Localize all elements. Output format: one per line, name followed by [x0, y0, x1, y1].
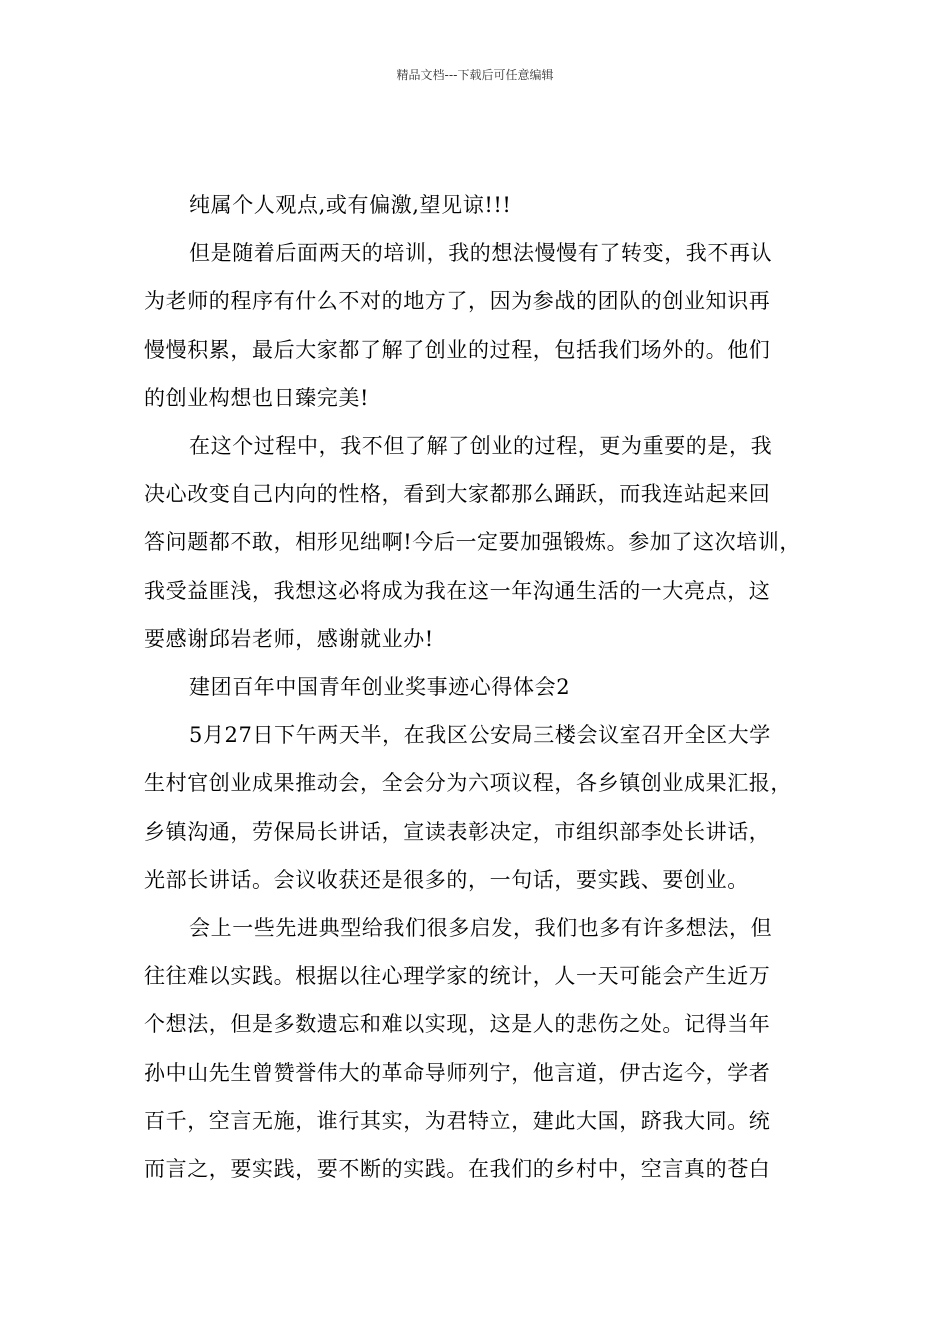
text-line: 个想法，但是多数遗忘和难以实现，这是人的悲伤之处。记得当年	[144, 1012, 771, 1037]
text-line: 5月27日下午两天半，在我区公安局三楼会议室召开全区大学	[189, 723, 771, 748]
section-title: 建团百年中国青年创业奖事迹心得体会2	[189, 675, 571, 700]
text-line: 孙中山先生曾赞誉伟大的革命导师列宁，他言道，伊古迄今，学者	[144, 1060, 771, 1085]
text-line: 纯属个人观点,或有偏激,望见谅!!!	[189, 193, 512, 217]
text-line: 决心改变自己内向的性格，看到大家都那么踊跃，而我连站起来回	[144, 482, 771, 507]
text-line: 在这个过程中，我不但了解了创业的过程，更为重要的是，我	[189, 434, 773, 459]
text-line: 乡镇沟通，劳保局长讲话，宣读表彰决定，市组织部李处长讲话，	[144, 819, 771, 844]
text-line: 要感谢邱岩老师，感谢就业办!	[144, 626, 434, 651]
text-line: 为老师的程序有什么不对的地方了，因为参战的团队的创业知识再	[144, 289, 771, 314]
text-line: 会上一些先进典型给我们很多启发，我们也多有许多想法，但	[189, 916, 773, 941]
text-line: 我受益匪浅，我想这必将成为我在这一年沟通生活的一大亮点，这	[144, 578, 771, 603]
document-body	[144, 181, 834, 1193]
page-header: 精品文档---下载后可任意编辑	[396, 68, 554, 82]
text-line: 而言之，要实践，要不断的实践。在我们的乡村中，空言真的苍白	[144, 1157, 771, 1182]
text-line: 光部长讲话。会议收获还是很多的，一句话，要实践、要创业。	[144, 867, 749, 892]
text-line: 的创业构想也日臻完美!	[144, 385, 370, 410]
text-line: 生村官创业成果推动会，全会分为六项议程，各乡镇创业成果汇报，	[144, 771, 792, 796]
text-line: 慢慢积累，最后大家都了解了创业的过程，包括我们场外的。他们	[144, 337, 771, 362]
text-line: 往往难以实践。根据以往心理学家的统计，人一天可能会产生近万	[144, 964, 771, 989]
text-line: 百千，空言无施，谁行其实，为君特立，建此大国，跻我大同。统	[144, 1108, 771, 1133]
text-line: 但是随着后面两天的培训，我的想法慢慢有了转变，我不再认	[189, 241, 773, 266]
text-line: 答问题都不敢，相形见绌啊!今后一定要加强锻炼。参加了这次培训，	[144, 530, 802, 555]
